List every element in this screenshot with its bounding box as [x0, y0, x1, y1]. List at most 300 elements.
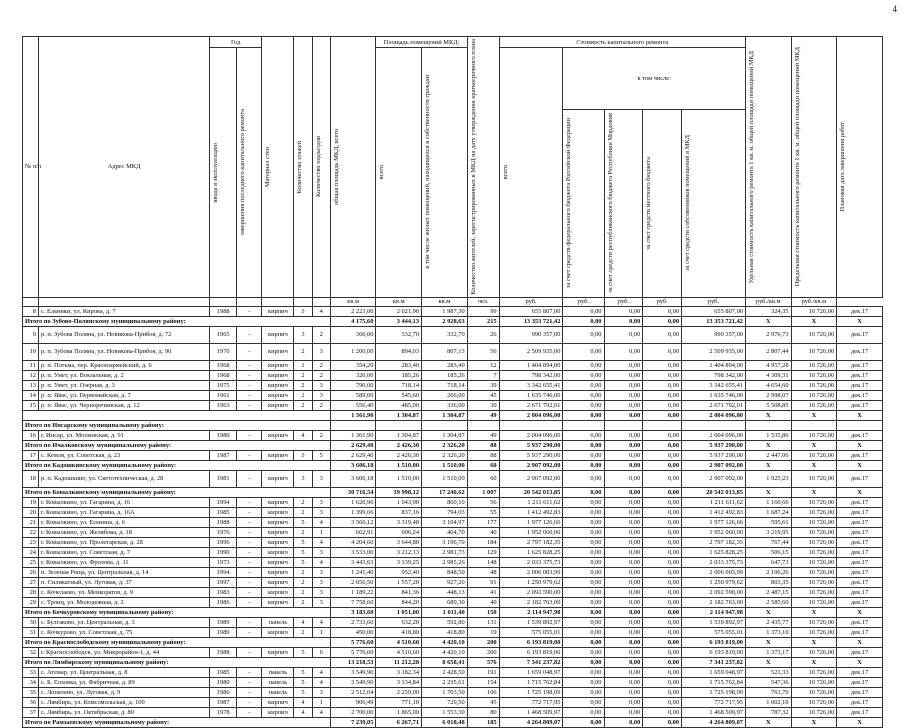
table-cell: 1968 — [210, 360, 237, 370]
table-cell: 794,03 — [422, 507, 468, 517]
table-cell: 0,00 — [643, 547, 682, 557]
address-cell: р. п. Явас, ул. Черноречинская, д. 12 — [38, 400, 209, 410]
table-cell: 767,44 — [745, 537, 791, 547]
table-cell: 3 606,18 — [330, 470, 376, 487]
table-cell: 1 043,90 — [376, 497, 422, 507]
table-cell: 0,00 — [563, 567, 604, 577]
table-cell: дек.17 — [837, 450, 883, 460]
table-cell: 3 182,34 — [376, 667, 422, 677]
table-cell: - — [237, 647, 262, 657]
table-cell: 4 204,60 — [330, 537, 376, 547]
table-cell: 1 659 048,97 — [682, 667, 746, 677]
table-cell: 0,00 — [563, 627, 604, 637]
table-cell: 10 726,00 — [791, 707, 837, 717]
table-row — [23, 370, 883, 380]
table-cell: 2 259,00 — [376, 687, 422, 697]
subtotal-cell: 8 658,41 — [422, 657, 468, 667]
table-cell: 2 435,77 — [745, 617, 791, 627]
table-cell: 4 — [294, 617, 312, 627]
table-cell: 91 — [467, 577, 499, 587]
table-cell: 0,00 — [643, 647, 682, 657]
subtotal-cell — [643, 420, 682, 430]
table-cell: 31 — [23, 627, 39, 637]
table-cell: 4 654,60 — [745, 380, 791, 390]
table-cell: 0,00 — [563, 430, 604, 440]
table-cell: - — [237, 577, 262, 587]
table-cell: - — [237, 597, 262, 607]
table-cell: кирпич — [262, 647, 294, 657]
table-cell: 10 726,00 — [791, 450, 837, 460]
subtotal-cell: 5 937 290,00 — [499, 440, 563, 450]
table-cell: кирпич — [262, 470, 294, 487]
table-cell: 404,70 — [422, 527, 468, 537]
table-cell: дек.17 — [837, 577, 883, 587]
table-cell: 39 — [467, 380, 499, 390]
table-cell: 2 — [294, 400, 312, 410]
col-year-group: Год — [210, 37, 262, 48]
subtotal-cell: 1 361,90 — [330, 410, 376, 420]
subtotal-cell: X — [837, 607, 883, 617]
table-cell: дек.17 — [837, 557, 883, 567]
subtotal-cell: 7 239,05 — [330, 717, 376, 727]
table-cell: 4 — [294, 430, 312, 440]
table-cell: 0,00 — [563, 390, 604, 400]
table-cell: 80 — [467, 707, 499, 717]
table-cell: 1 211 611,62 — [682, 497, 746, 507]
table-cell: 1 412 492,83 — [682, 507, 746, 517]
table-cell: 1988 — [210, 517, 237, 527]
table-cell: 1990 — [210, 547, 237, 557]
table-cell: 0,00 — [604, 360, 643, 370]
table-cell: 40 — [467, 597, 499, 607]
table-cell: 0,00 — [643, 430, 682, 440]
table-cell: 763,70 — [745, 687, 791, 697]
table-cell: 0,00 — [563, 497, 604, 507]
table-cell: 10 726,00 — [791, 697, 837, 707]
table-cell: 3 319,48 — [376, 517, 422, 527]
table-cell: 729,50 — [422, 697, 468, 707]
table-cell: 1 510,00 — [376, 470, 422, 487]
subtotal-label: Итого по Краснослободскому муниципальному району: — [23, 637, 331, 647]
table-cell: дек.17 — [837, 547, 883, 557]
col-entrances: Количество подъездов — [314, 136, 322, 198]
address-cell: р. п. Умет, ул. Вокзальная, д. 2 — [38, 370, 209, 380]
table-cell: 1 412 492,83 — [499, 507, 563, 517]
table-cell: 1987 — [210, 697, 237, 707]
table-cell: 21 — [23, 517, 39, 527]
subtotal-cell: X — [791, 410, 837, 420]
table-cell: 9 — [23, 326, 39, 343]
subtotal-cell: X — [745, 717, 791, 727]
address-cell: с. Кочкурово, ул. Советская, д. 75 — [38, 627, 209, 637]
table-cell: 2 — [294, 587, 312, 597]
table-cell: кирпич — [262, 507, 294, 517]
table-row — [23, 430, 883, 440]
subtotal-cell — [604, 420, 643, 430]
unit-cell: руб. — [499, 297, 563, 306]
table-cell: 0,00 — [604, 677, 643, 687]
table-cell: дек.17 — [837, 587, 883, 597]
col-cost-republic: за счет средств республиканского бюджета Республики Мордовия — [606, 113, 614, 294]
table-cell: 12 — [23, 370, 39, 380]
table-cell: дек.17 — [837, 517, 883, 527]
table-cell: 2 671 792,01 — [499, 400, 563, 410]
table-cell: 10 726,00 — [791, 343, 837, 360]
table-cell: 0,00 — [563, 707, 604, 717]
table-cell: 0,00 — [563, 687, 604, 697]
table-cell: 1975 — [210, 380, 237, 390]
table-cell: 1985 — [210, 667, 237, 677]
subtotal-row — [23, 440, 883, 450]
subtotal-cell: 88 — [467, 440, 499, 450]
table-cell: 0,00 — [604, 587, 643, 597]
table-cell: 0,00 — [604, 687, 643, 697]
table-cell: 3 342 655,41 — [682, 380, 746, 390]
subtotal-row — [23, 607, 883, 617]
table-cell: 790,00 — [330, 380, 376, 390]
table-cell: - — [237, 587, 262, 597]
table-cell: 106 — [467, 687, 499, 697]
subtotal-cell: X — [745, 607, 791, 617]
table-cell: 2 056,50 — [330, 577, 376, 587]
table-cell: 798 342,00 — [682, 370, 746, 380]
table-row — [23, 577, 883, 587]
table-cell: 10 726,00 — [791, 370, 837, 380]
col-area-residential: в том числе жилых помещений, находящихся в собственности граждан — [424, 75, 432, 270]
col-no: № п/п — [23, 37, 39, 298]
subtotal-cell: 13 218,53 — [330, 657, 376, 667]
table-cell: 336,00 — [422, 400, 468, 410]
table-cell: 4 — [294, 697, 312, 707]
subtotal-cell: 200 — [467, 637, 499, 647]
table-cell: 0,00 — [643, 677, 682, 687]
table-cell: 45 — [467, 697, 499, 707]
table-cell: - — [237, 627, 262, 637]
address-cell: п. Силикатный, ул. Луговая, д. 37 — [38, 577, 209, 587]
table-cell: 0,00 — [643, 306, 682, 316]
table-cell: панель — [262, 667, 294, 677]
table-cell: 1 539 892,97 — [499, 617, 563, 627]
table-cell: 837,16 — [376, 507, 422, 517]
subtotal-cell: 6 267,71 — [376, 717, 422, 727]
table-cell: 5 776,60 — [330, 647, 376, 657]
subtotal-cell: 0,00 — [643, 460, 682, 470]
subtotal-cell: X — [837, 410, 883, 420]
table-cell: 592,80 — [422, 617, 468, 627]
table-cell: - — [237, 343, 262, 360]
table-cell: 10 726,00 — [791, 617, 837, 627]
table-cell: дек.17 — [837, 707, 883, 717]
table-cell: 0,00 — [643, 517, 682, 527]
table-cell: 1 625 828,25 — [499, 547, 563, 557]
table-cell: 33 — [23, 667, 39, 677]
table-cell: 1 725 198,09 — [682, 687, 746, 697]
table-row — [23, 547, 883, 557]
table-cell: 4 — [312, 677, 330, 687]
table-cell: 49 — [467, 430, 499, 440]
subtotal-cell: 0,00 — [563, 637, 604, 647]
table-cell: 1 241,40 — [330, 567, 376, 577]
table-cell: 1 635 746,00 — [682, 390, 746, 400]
table-cell: 2 807,44 — [745, 343, 791, 360]
table-cell: - — [237, 667, 262, 677]
address-cell: р. п. Зубова Поляна, ул. Новикова-Прибоя, д. 72 — [38, 326, 209, 343]
table-cell: 4 309,31 — [745, 370, 791, 380]
subtotal-cell: 0,00 — [563, 657, 604, 667]
table-cell: 0,00 — [563, 597, 604, 607]
table-cell: 3 — [294, 470, 312, 487]
subtotal-cell: 0,00 — [604, 607, 643, 617]
table-cell: 0,00 — [604, 306, 643, 316]
subtotal-cell — [682, 420, 746, 430]
subtotal-cell: 4 420,10 — [422, 637, 468, 647]
unit-cell: кв.м — [422, 297, 468, 306]
table-row — [23, 507, 883, 517]
table-cell: 191 — [467, 667, 499, 677]
subtotal-cell: X — [837, 460, 883, 470]
table-cell: 0,00 — [604, 507, 643, 517]
table-cell: 2 — [294, 567, 312, 577]
table-cell: 0,00 — [604, 343, 643, 360]
table-cell: панель — [262, 677, 294, 687]
address-cell: п. Зеленая Роща, ул. Центральная, д. 14 — [38, 567, 209, 577]
table-cell: 1987 — [210, 450, 237, 460]
address-cell: с. Лямбирь, ул. Октябрьская, д. 80 — [38, 707, 209, 717]
table-cell: 2 797 182,35 — [682, 537, 746, 547]
table-cell: 1 304,87 — [376, 430, 422, 440]
table-cell: 0,00 — [643, 627, 682, 637]
table-cell: 0,00 — [643, 587, 682, 597]
table-cell: 1 715 762,84 — [499, 677, 563, 687]
table-row — [23, 647, 883, 657]
table-cell: 2 907 092,00 — [682, 470, 746, 487]
subtotal-cell: 2 629,40 — [330, 440, 376, 450]
table-cell: 2 671 792,01 — [682, 400, 746, 410]
table-cell: дек.17 — [837, 667, 883, 677]
table-cell: 154 — [467, 677, 499, 687]
unit-cell: кв.м — [330, 297, 376, 306]
subtotal-cell: 20 542 013,85 — [499, 487, 563, 497]
table-cell: 3 — [312, 547, 330, 557]
table-cell: 798 342,00 — [499, 370, 563, 380]
table-cell: 803,35 — [745, 577, 791, 587]
table-cell: 15 — [23, 400, 39, 410]
table-cell: 2 — [312, 370, 330, 380]
table-cell: 1 — [312, 627, 330, 637]
col-total-area: общая площадь МКД, всего — [332, 128, 340, 205]
table-cell: 99 — [467, 306, 499, 316]
subtotal-cell: 0,00 — [643, 637, 682, 647]
address-cell: г. Ковылкино, ул. Пролетарская, д. 28 — [38, 537, 209, 547]
subtotal-label: Итого по Ковылкинскому муниципальному району: — [23, 487, 331, 497]
table-cell: 266,00 — [422, 390, 468, 400]
table-cell: дек.17 — [837, 527, 883, 537]
table-cell: дек.17 — [837, 390, 883, 400]
subtotal-cell: 2 326,20 — [422, 440, 468, 450]
table-cell: 1976 — [210, 527, 237, 537]
table-cell: 2 106,26 — [745, 567, 791, 577]
table-cell: 0,00 — [604, 450, 643, 460]
table-row — [23, 567, 883, 577]
table-cell: 0,00 — [643, 360, 682, 370]
subtotal-cell: 2 907 092,00 — [682, 460, 746, 470]
table-cell: 1986 — [210, 687, 237, 697]
table-cell: 1 373,17 — [745, 647, 791, 657]
table-cell: дек.17 — [837, 306, 883, 316]
subtotal-cell: 3 183,60 — [330, 607, 376, 617]
table-cell: 1 160,66 — [745, 497, 791, 507]
address-cell: с. Кемля, ул. Советская, д. 23 — [38, 450, 209, 460]
table-cell: 0,00 — [563, 547, 604, 557]
table-cell: 952,40 — [376, 567, 422, 577]
table-cell: 354,20 — [330, 360, 376, 370]
table-cell: 1 952 060,00 — [499, 527, 563, 537]
table-cell: 10 726,00 — [791, 687, 837, 697]
table-cell: 283,40 — [376, 360, 422, 370]
address-cell: р. п. Умет, ул. Озерная, д. 3 — [38, 380, 209, 390]
table-cell: 3 134,84 — [376, 677, 422, 687]
subtotal-cell: 19 998,12 — [376, 487, 422, 497]
table-cell: 10 726,00 — [791, 667, 837, 677]
table-cell: 5 — [294, 647, 312, 657]
table-cell: 0,00 — [643, 507, 682, 517]
table-cell: - — [237, 517, 262, 527]
table-cell: 1 539 892,97 — [682, 617, 746, 627]
subtotal-cell — [422, 420, 468, 430]
table-cell: 0,00 — [604, 517, 643, 527]
table-cell: 10 726,00 — [791, 677, 837, 687]
table-cell: 0,00 — [604, 326, 643, 343]
table-cell: 848,50 — [422, 567, 468, 577]
table-cell: 1 399,66 — [330, 507, 376, 517]
table-cell: - — [237, 687, 262, 697]
subtotal-cell: X — [791, 460, 837, 470]
subtotal-cell: 1 510,00 — [422, 460, 468, 470]
table-cell: 0,00 — [643, 527, 682, 537]
table-cell: 7 758,60 — [330, 597, 376, 607]
table-cell: 2 033 375,73 — [499, 557, 563, 567]
table-cell: 19 — [23, 497, 39, 507]
table-cell: 5 — [294, 667, 312, 677]
subtotal-cell: X — [791, 637, 837, 647]
table-cell: кирпич — [262, 450, 294, 460]
table-cell: кирпич — [262, 597, 294, 607]
table-cell: 5 937 290,00 — [682, 450, 746, 460]
address-cell: с. Булгаково, ул. Центральная, д. 3 — [38, 617, 209, 627]
table-cell: кирпич — [262, 627, 294, 637]
subtotal-cell: 4 175,60 — [330, 316, 376, 326]
table-cell: 4 — [312, 557, 330, 567]
table-cell: 1973 — [210, 557, 237, 567]
table-row — [23, 517, 883, 527]
subtotal-cell: 0,00 — [563, 460, 604, 470]
table-cell: 3 — [312, 470, 330, 487]
table-row — [23, 667, 883, 677]
address-cell: г. Ковылкино, ул. Гагарина, д. 16 — [38, 497, 209, 507]
table-cell: 283,40 — [422, 360, 468, 370]
table-cell: 3 — [312, 567, 330, 577]
table-cell: 184 — [467, 537, 499, 547]
table-cell: 34 — [23, 677, 39, 687]
address-cell: г. Ковылкино, ул. Фролова, д. 11 — [38, 557, 209, 567]
table-cell: 3 — [312, 390, 330, 400]
subtotal-row — [23, 410, 883, 420]
table-cell: 2 — [294, 497, 312, 507]
subtotal-cell: X — [837, 637, 883, 647]
table-cell: 4 957,28 — [745, 360, 791, 370]
table-cell: 0,00 — [563, 697, 604, 707]
unit-cell: руб. — [682, 297, 746, 306]
table-cell: 1 — [312, 697, 330, 707]
table-cell: 3 196,70 — [422, 537, 468, 547]
table-cell: 27 — [23, 577, 39, 587]
table-cell: 2 998,07 — [745, 390, 791, 400]
table-cell: 30 — [23, 617, 39, 627]
table-cell: 1 725 198,09 — [499, 687, 563, 697]
table-cell: - — [237, 697, 262, 707]
table-cell: 3 — [312, 597, 330, 607]
table-cell: 1 211 611,62 — [499, 497, 563, 507]
table-row — [23, 390, 883, 400]
table-cell: дек.17 — [837, 343, 883, 360]
table-cell: 2 733,60 — [330, 617, 376, 627]
table-cell: 990 357,00 — [682, 326, 746, 343]
table-cell: 332,70 — [376, 326, 422, 343]
table-cell: - — [237, 617, 262, 627]
subtotal-cell: X — [791, 717, 837, 727]
subtotal-cell: X — [791, 487, 837, 497]
table-cell: 0,00 — [643, 370, 682, 380]
table-cell: 0,00 — [563, 517, 604, 527]
subtotal-cell: X — [791, 607, 837, 617]
table-cell: 771,10 — [376, 697, 422, 707]
table-cell: 10 726,00 — [791, 326, 837, 343]
table-cell: - — [237, 677, 262, 687]
col-cost-all: всего — [501, 165, 509, 180]
table-cell: 10 726,00 — [791, 627, 837, 637]
subtotal-cell: 49 — [467, 410, 499, 420]
table-row — [23, 707, 883, 717]
table-cell: 2 487,15 — [745, 587, 791, 597]
table-cell: 48 — [467, 567, 499, 577]
table-cell: 906,49 — [330, 697, 376, 707]
table-row — [23, 597, 883, 607]
subtotal-cell — [467, 420, 499, 430]
table-cell: 0,00 — [643, 667, 682, 677]
table-cell: 2 — [312, 326, 330, 343]
table-cell: 1983 — [210, 587, 237, 597]
table-cell: 25 — [23, 557, 39, 567]
table-cell: 2 235,61 — [422, 677, 468, 687]
table-cell: 0,00 — [563, 360, 604, 370]
table-cell: 10 726,00 — [791, 400, 837, 410]
table-cell: 1 659 048,97 — [499, 667, 563, 677]
table-cell: 1985 — [210, 507, 237, 517]
table-cell: 0,00 — [563, 343, 604, 360]
table-cell: кирпич — [262, 707, 294, 717]
table-cell: 1996 — [210, 537, 237, 547]
table-cell: 10 726,00 — [791, 380, 837, 390]
table-cell: 450,00 — [330, 627, 376, 637]
table-cell: 575 055,01 — [682, 627, 746, 637]
subtotal-row — [23, 657, 883, 667]
table-cell: 0,00 — [643, 617, 682, 627]
col-year-repair: завершения последнего капитального ремонта — [239, 109, 247, 236]
table-cell: 0,00 — [563, 306, 604, 316]
table-cell: - — [237, 567, 262, 577]
table-cell: 0,00 — [563, 557, 604, 567]
table-cell: 18 — [23, 470, 39, 487]
